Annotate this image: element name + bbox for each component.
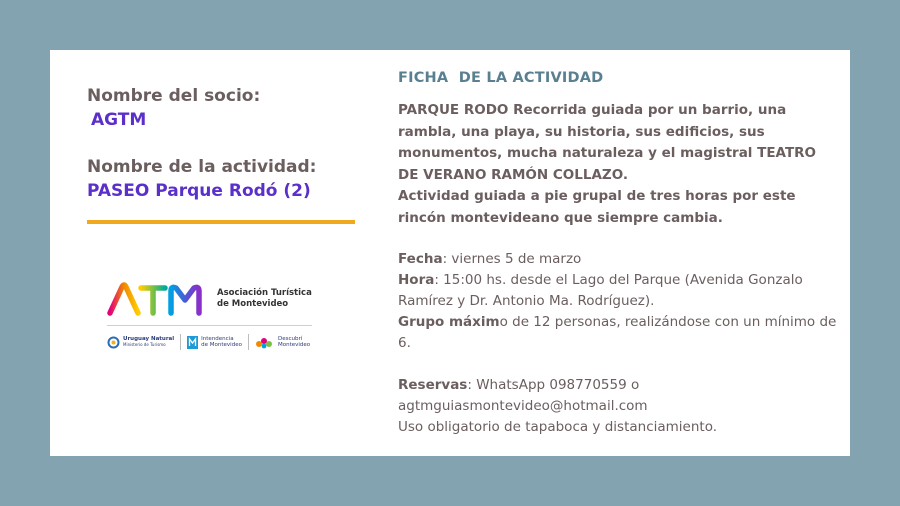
hora-label: Hora: [398, 272, 435, 288]
activity-card: [50, 50, 850, 456]
grupo-label: Grupo máxim: [398, 314, 500, 330]
fecha-value: : viernes 5 de marzo: [442, 251, 582, 267]
reservas-value: : WhatsApp 098770559 o agtmguiasmontevideo@hotmail.com: [398, 377, 648, 414]
hora-value: : 15:00 hs. desde el Lago del Parque (Avenida Gonzalo Ramírez y Dr. Antonio Ma. Rodríguez).: [398, 272, 803, 309]
activity-description: [398, 100, 838, 229]
atm-logo-icon: [107, 282, 211, 316]
partner-logos: [107, 334, 312, 350]
grupo-line: [398, 312, 838, 354]
uruguay-natural-icon: [107, 336, 120, 349]
grupo-value: o de 12 personas, realizándose con un mínimo de 6.: [398, 314, 837, 351]
fecha-line: [398, 249, 838, 270]
uso-line: Uso obligatorio de tapaboca y distanciamiento.: [398, 419, 718, 435]
socio-label: Nombre del socio:: [87, 86, 261, 106]
logo-separator-line: [107, 325, 312, 326]
ficha-title: FICHA DE LA ACTIVIDAD: [398, 70, 604, 86]
intendencia-logo: Intendencia de Montevideo: [187, 336, 242, 349]
uruguay-natural-logo: Uruguay Natural Ministerio de Turismo: [107, 336, 174, 349]
actividad-value: PASEO Parque Rodó (2): [87, 181, 311, 201]
ficha-section: [398, 64, 838, 438]
descubri-icon: [255, 336, 275, 349]
actividad-label: Nombre de la actividad:: [87, 157, 317, 177]
descubri-montevideo-logo: Descubrí Montevideo: [255, 336, 310, 349]
fecha-label: Fecha: [398, 251, 443, 267]
hora-line: [398, 270, 838, 312]
reservas-line: [398, 375, 838, 417]
intendencia-icon: [187, 336, 198, 349]
reservas-label: Reservas: [398, 377, 468, 393]
atm-name: Asociación Turística de Montevideo: [217, 288, 312, 309]
description-paragraph-2: Actividad guiada a pie grupal de tres horas por este rincón montevideano que siempre cambia.: [398, 188, 796, 226]
socio-value: AGTM: [91, 110, 147, 130]
description-paragraph-1: PARQUE RODO Recorrida guiada por un barrio, una rambla, una playa, su historia, sus edificios, sus monumentos, mucha naturaleza y el magistral TEATRO DE VERANO RAMÓN COLLAZO.: [398, 102, 817, 183]
activity-details: [398, 249, 838, 438]
orange-divider: [87, 220, 355, 224]
atm-logo-block: [107, 282, 312, 350]
socio-section: [87, 84, 357, 203]
